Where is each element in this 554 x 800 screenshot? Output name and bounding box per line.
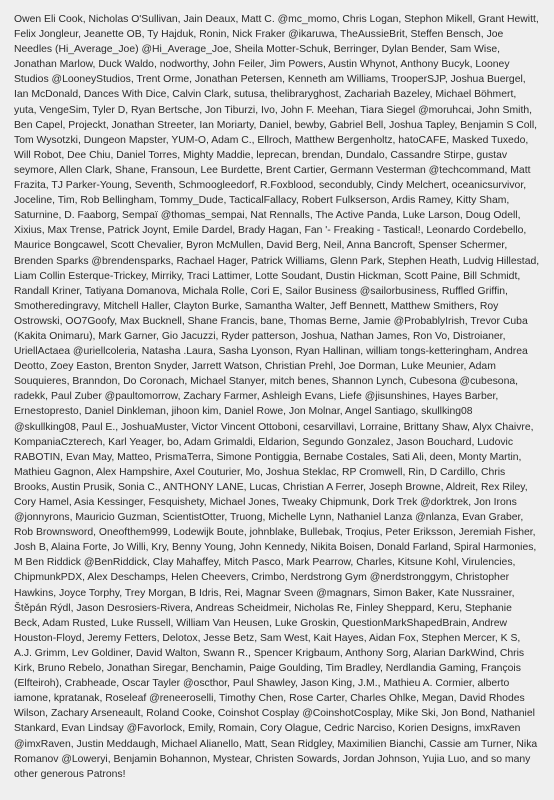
- patron-names-list: Owen Eli Cook, Nicholas O'Sullivan, Jain Deaux, Matt C. @mc_momo, Chris Logan, Stephon Mikell, Grant Hewitt, Felix Jongleur, Jeanette OB, Ty Hajduk, Ronin, Nick Fraker @ikaruwa, TheAussieBrit, Steffen Bensch, Joe Needles (Hi_Average_Joe) @Hi_Average_Joe, Sheila Motter-Schuk, Berringer, Dylan Bender, Sam Wise, Jonathan Marlow, Duck Waldo, nodworthy, John Feiler, Jim Powers, Austin Whynot, Anthony Bucyk, Looney Studios @LooneyStudios, Trent Orme, Jonathan Petersen, Kenneth am Williams, TrooperSJP, Joshua Buergel, Ian McDonald, Dances With Dice, Calvin Clark, sutusa, thelibraryghost, Zachariah Bazeley, Michael Böhmert, yuta, VengeSim, Tyler D, Ryan Bertsche, Jon Tiburzi, Ivo, John F. Meehan, Tiara Siegel @moruhcai, John Smith, Ben Capel, Projeckt, Jonathan Streeter, Ian Moriarty, Daniel, bewby, Gabriel Bell, Joshua Tapley, Benjamin S Coll, Tom Wysotzki, Dungeon Mapster, YUM-O, Adam C., Ellroch, Matthew Bergenholtz, hatoCAFE, Masked Tuxedo, Will Robot, Dee Chiu, Daniel Torres, Mighty Maddie, leprecan, brendan, Dundalo, Cassandre Stirpe, gustav seymore, Allen Clark, Shane, Fransoun, Lee Burdette, Brent Cartier, Germann Vesterman @techcommand, Matt Frazita, TJ Parker-Young, Seventh, Schmoogleedorf, R.Foxblood, secondubly, Cindy Melchert, oceanicsurvivor, Joceline, Tim, Rob Bellingham, Tommy_Dude, TacticalFallacy, Robert Fulkserson, Ardis Ramey, Kitty Sham, Saturnine, D. Faaborg, Sempaï @thomas_sempai, Nat Rennalls, The Active Panda, Luke Larson, Doug Odell, Xixius, Max Trense, Patrick Joynt, Emile Dardel, Brady Hagan, Fan '- Freaking - Tastical!, Leonardo Cordebello, Maurice Bongcawel, Scott Chevalier, Byron McMullen, David Berg, Neil, Anna Bancroft, Spenser Schermer, Brenden Sparks @brendensparks, Rachael Hager, Patrick Williams, Glenn Park, Stephen Heath, Ludvig Hillestad, Liam Collin Esterque-Trickey, Mirriky, Traci Lattimer, Lotte Soudant, Dustin Hickman, Scott Paine, Bill Schmidt, Randall Kriner, Tatiyana Domanova, Michala Rolle, Cori E, Sailor Business @sailorbusiness, Ruffled Griffin, Smotheredingravy, Mitchell Haller, Clayton Burke, Samantha Walter, Jeff Bennett, Matthew Smithers, Roy Ostrowski, OO7Goofy, Max Bucknell, Shane Francis, bane, Thomas Berne, Jamie @ProbablyIrish, Trevor Cuba (Kakita Onimaru), Mark Garner, Gio Jacuzzi, Ryder patterson, Joshua, Nathan James, Ron Vo, Distroianer, UriellActaea @uriellcoleria, Natasha .Laura, Sasha Lyonson, Ryan Hallinan, william tongs-ketteringham, Andrea Deotto, Zoey Easton, Brenton Snyder, Jarrett Watson, Christian Prehl, Joe Dorman, Luke Meunier, Adam Souquieres, Branndon, Do Coronach, Michael Stanyer, mitch benes, Shannon Lynch, Cubesona @cubesona, radekk, Paul Zuber @paultomorrow, Zachary Farmer, Ashleigh Evans, Liefe @jisunshines, Hayes Barber, Ernestopresto, Daniel Dinkleman, jihoon kim, Daniel Rowe, Jon Molnar, Angel Santiago, skullking08 @skullking08, Paul E., JoshuaMuster, Victor Vincent Ottoboni, cesarvillavi, Lorraine, Brittany Shaw, Alyx Chaivre, KompaniaCzterech, Karl Yeager, bo, Adam Grimaldi, Eldarion, Segundo Gonzalez, Jason Bouchard, Ludovic RABOTIN, Evan May, Matteo, PrismaTerra, Simone Pontiggia, Bernabe Costales, Sati Ali, deen, Monty Martin, Mathieu Gagnon, Alex Hampshire, Axel Couturier, Mo, Joshua Steklac, RP Cromwell, Rin, D Cardillo, Chris Brooks, Austin Prusik, Sonia C., ANTHONY LANE, Lucas, Christian A Ferrer, Joseph Browne, Aldreit, Rex Riley, Cory Hamel, Asia Kessinger, Fesquishety, Michael Jones, Tweaky Chipmunk, Dork Trek @dorktrek, Jon Irons @jonnyrons, Mauricio Guzman, ScientistOtter, Truong, Michelle Lynn, Nathaniel Lanza @nlanza, Evan Graber, Rob Brownsword, Oneofthem999, Lodewijk Boute, johnblake, Bullebak, Troqius, Peter Eriksson, Jeremiah Fisher, Josh B, Alaina Forte, Jo Willi, Kry, Benny Young, John Kennedy, Nikita Boisen, Donald Farland, Spiral Harmonies, M Ben Riddick @BenRiddick, Clay Mahaffey, Mitch Pasco, Mark Pearrow, Charles, Kitsune Kohl, Virulencies, ChipmunkPDX, Alex Deschamps, Helen Cheevers, Crimbo, Nerdstrong Gym @nerdstronggym, Christopher Hawkins, Joyce Torphy, Trey Morgan, B Idris, Rei, Magnar Sveen @magnars, Simon Baker, Kate Nussrainer, Štěpán Rýdl, Jason Desrosiers-Rivera, Andreas Scheidmeir, Nicholas Re, Finley Sheppard, Keru, Stephanie Beck, Adam Rusted, Luke Russell, William Van Heusen, Luke Groskin, QuestionMarkShapedBrain, Andrew Houston-Floyd, Jeremy Fetters, Delotox, Jesse Betz, Sam West, Kait Hayes, Aidan Fox, Stephen Mercer, K S, A.J. Grimm, Lev Goldiner, David Walton, Swann R., Spencer Krigbaum, Anthony Sorg, Alarian DarkWind, Chris Kirk, Bruno Rebelo, Jonathan Siregar, Benchamin, Paige Goulding, Tim Bradley, Nerdlandia Gaming, François (Elfteiroh), Crabheade, Oscar Tayler @oscthor, Paul Shawley, Jason King, J.M., Mathieu A. Cormier, alberto iamone, kpratanak, Roseleaf @reneeroselli, Timothy Chen, Rose Carter, Charles Ohlke, Megan, David Rhodes Wilson, Zachary Arseneault, Roland Cooke, Coinshot Cosplay @CoinshotCosplay, Mike Ski, Jon Bond, Nathaniel Stankard, Evan Lindsay @Favorlock, Emily, Romain, Cory Olague, Cedric Narciso, Korien Designs, imxRaven @imxRaven, Justin Meddaugh, Michael Alianello, Matt, Sean Ridgley, Maximilien Bianchi, Cassie am Turner, Nika Romanov @Loweryi, Benjamin Bohannon, Mystear, Christen Sowards, Jordan Johnson, Yujia Luo, and so many other generous Patrons!: [14, 14, 540, 780]
